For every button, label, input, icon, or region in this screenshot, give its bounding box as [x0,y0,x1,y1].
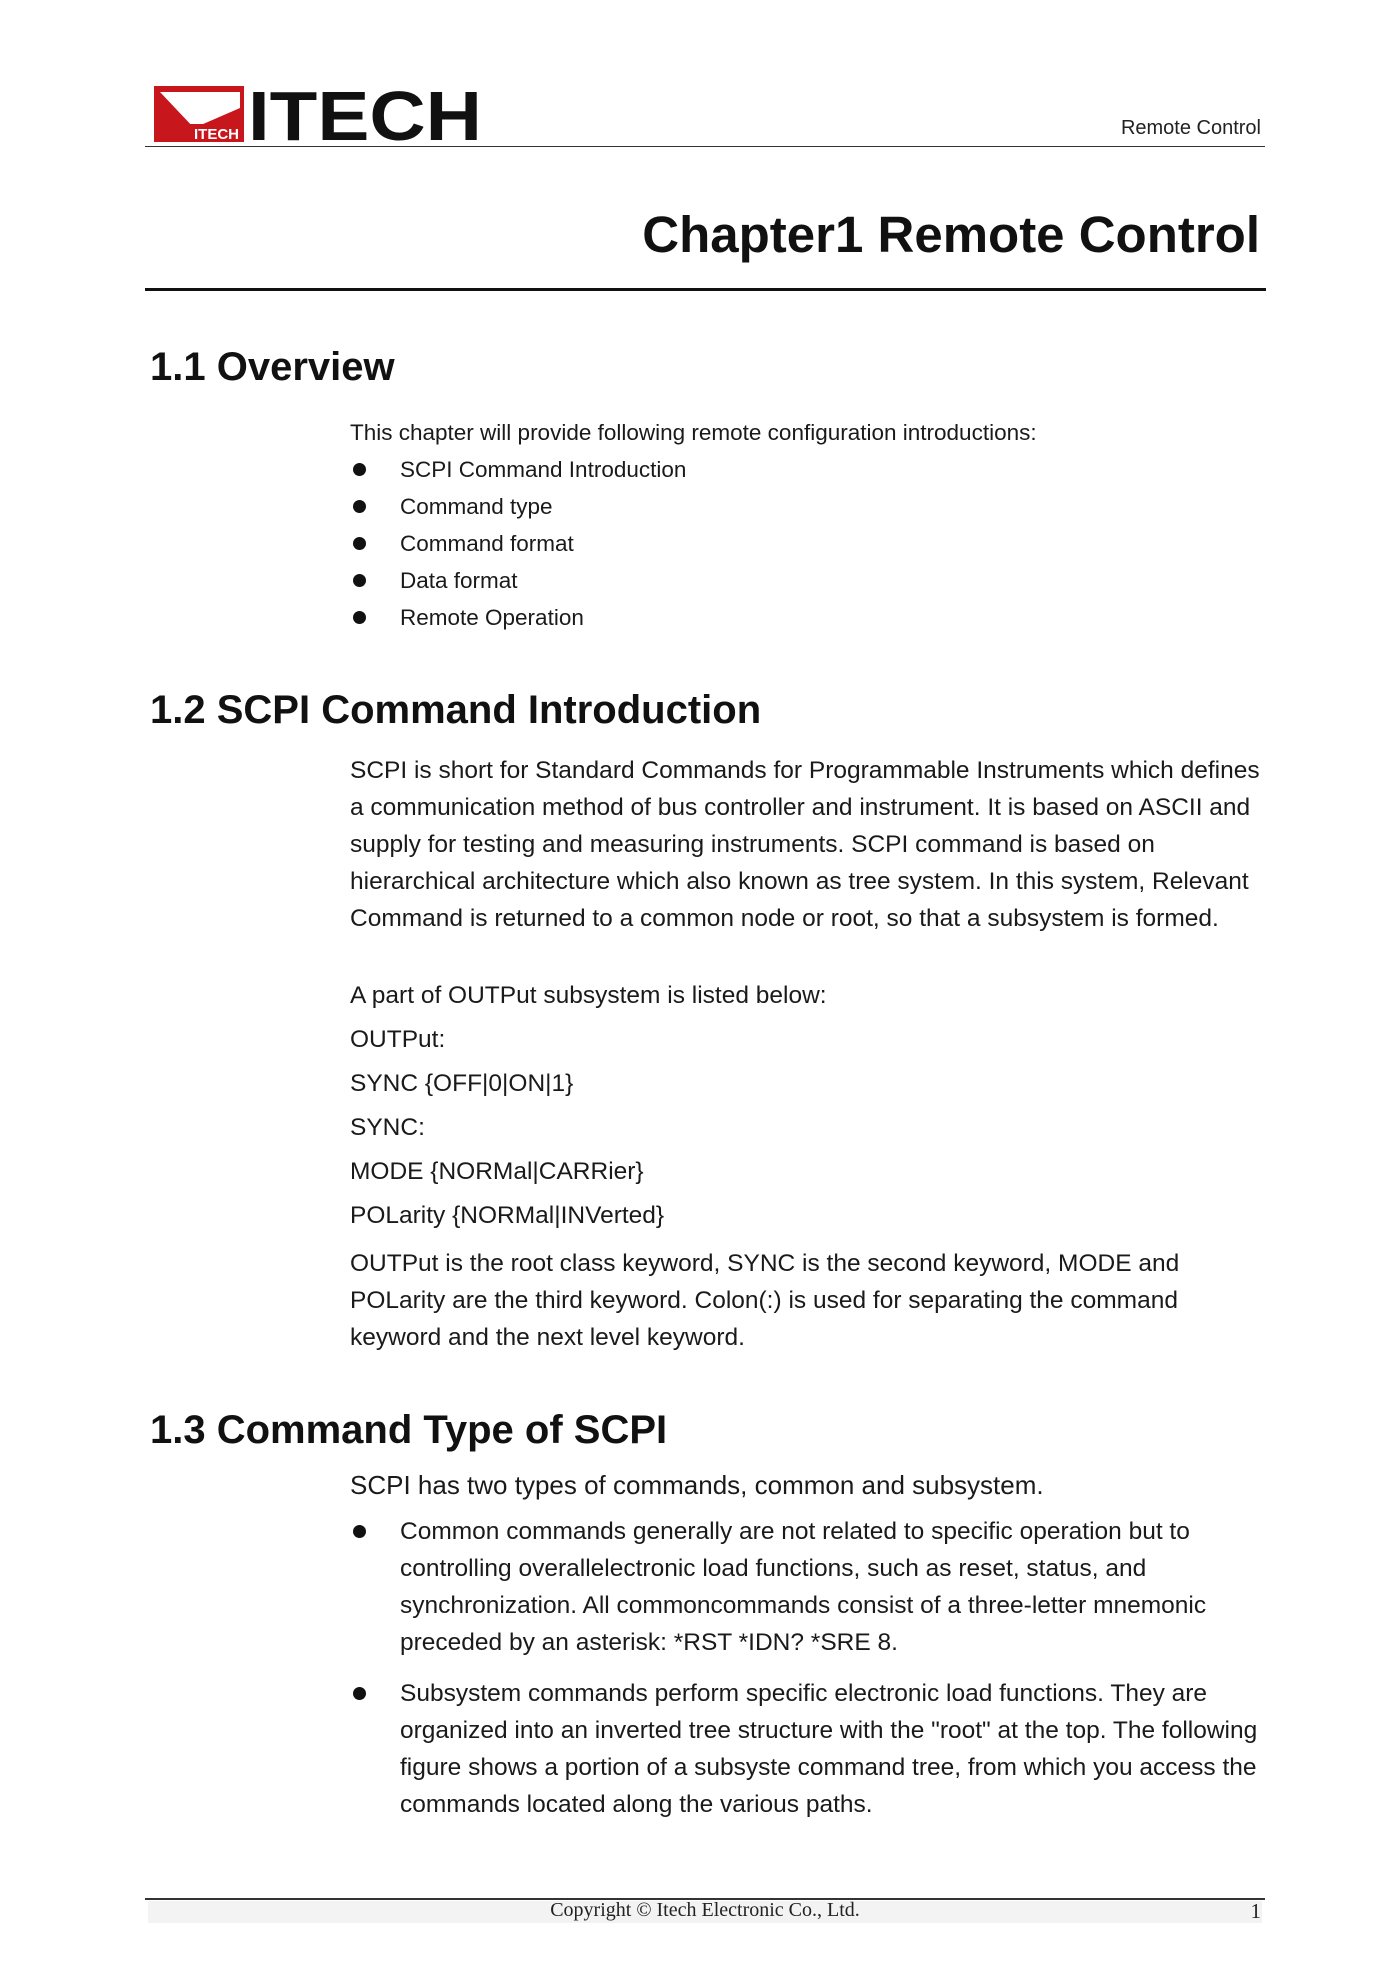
copyright-text: Copyright © Itech Electronic Co., Ltd. [550,1899,860,1921]
bullet-icon [353,611,366,624]
scpi-intro-paragraph: SCPI is short for Standard Commands for Programmable Instruments which defines a communication method of bus controller and instrument. It is based on ASCII and supply for testing and measuring instruments. SCPI command is based on hierarchical architecture which also known as tree system. In this system, Relevant Command is returned to a common node or root, so that a subsystem is formed. [350,757,1260,932]
list-item: Remote Operation [350,599,1270,636]
code-line: MODE {NORMal|CARRier} [350,1158,644,1185]
list-item: Subsystem commands perform specific electronic load functions. They are organized into an inverted tree structure with the "root" at the top. The following figure shows a portion of a subsyste command tree, from which you access the commands located along the various paths. [350,1675,1270,1823]
chapter-title: Chapter1 Remote Control [642,206,1260,263]
subsystem-note: A part of OUTPut subsystem is listed below: [350,982,827,1009]
code-line: SYNC {OFF|0|ON|1} [350,1070,574,1097]
bullet-icon [353,574,366,587]
header-section-label: Remote Control [1120,117,1261,139]
bullet-icon [353,1525,366,1538]
scpi-explanation: OUTPut is the root class keyword, SYNC is the second keyword, MODE and POLarity are the third keyword. Colon(:) is used for separating the command keyword and the next level keyword. [350,1250,1180,1351]
chapter-rule [145,288,1266,291]
code-line: OUTPut: [350,1026,446,1053]
code-line: POLarity {NORMal|INVerted} [350,1202,665,1229]
itech-logo [154,84,484,144]
page-header [145,78,1265,147]
bullet-icon [353,500,366,513]
svg-text:ITECH: ITECH [194,126,239,143]
svg-text:ITECH: ITECH [248,84,482,144]
scpi-intro-heading: 1.2 SCPI Command Introduction [150,688,762,732]
list-item: Data format [350,562,1270,599]
overview-list [350,451,1270,636]
list-item: Command format [350,525,1270,562]
command-type-heading: 1.3 Command Type of SCPI [150,1408,668,1452]
list-item: Common commands generally are not related to specific operation but to controlling overallelectronic load functions, such as reset, status, and synchronization. All commoncommands consist of a three-letter mnemonic preceded by an asterisk: *RST *IDN? *SRE 8. [350,1513,1270,1661]
bullet-icon [353,1687,366,1700]
command-type-intro: SCPI has two types of commands, common and subsystem. [350,1470,1044,1500]
overview-intro: This chapter will provide following remote configuration introductions: [350,420,1037,445]
command-type-list [350,1513,1270,1823]
code-line: SYNC: [350,1114,425,1141]
bullet-icon [353,463,366,476]
overview-heading: 1.1 Overview [150,345,395,389]
list-item: SCPI Command Introduction [350,451,1270,488]
page-number: 1 [1250,1899,1261,1923]
bullet-icon [353,537,366,550]
list-item: Command type [350,488,1270,525]
